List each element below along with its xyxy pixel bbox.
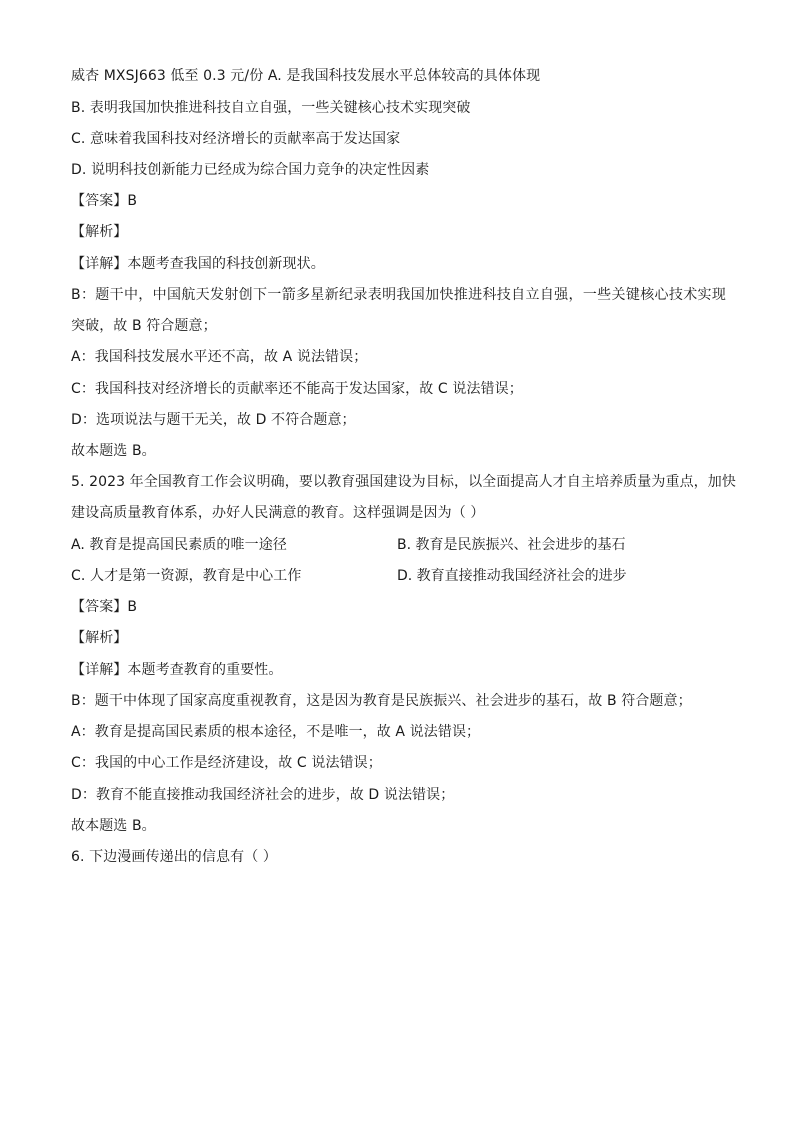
q5-option-c: C. 人才是第一资源，教育是中心工作 [71, 568, 302, 584]
q5-analysis-heading: 【解析】 [71, 630, 128, 646]
q4-analysis-heading: 【解析】 [71, 224, 128, 240]
q4-conclusion: 故本题选 B。 [71, 443, 156, 459]
q5-explain-d: D：教育不能直接推动我国经济社会的进步，故 D 说法错误； [71, 787, 455, 803]
q5-answer: 【答案】B [71, 599, 138, 615]
q5-stem-line1: 5. 2023 年全国教育工作会议明确，要以教育强国建设为目标，以全面提高人才自主培养质量为重点，加快 [71, 474, 736, 490]
q4-answer: 【答案】B [71, 193, 138, 209]
q5-option-b: B. 教育是民族振兴、社会进步的基石 [397, 537, 626, 553]
q4-explain-b-line2: 突破，故 B 符合题意； [71, 318, 217, 334]
q5-explain-b: B：题干中体现了国家高度重视教育，这是因为教育是民族振兴、社会进步的基石，故 B 符合题意； [71, 693, 692, 709]
q5-conclusion: 故本题选 B。 [71, 818, 156, 834]
q4-option-c: C. 意味着我国科技对经济增长的贡献率高于发达国家 [71, 131, 401, 147]
q4-option-b: B. 表明我国加快推进科技自立自强，一些关键核心技术实现突破 [71, 100, 471, 116]
q4-explain-d: D：选项说法与题干无关，故 D 不符合题意； [71, 412, 356, 428]
q4-option-d: D. 说明科技创新能力已经成为综合国力竞争的决定性因素 [71, 162, 430, 178]
q5-option-d: D. 教育直接推动我国经济社会的进步 [397, 568, 627, 584]
q4-detail: 【详解】本题考查我国的科技创新现状。 [71, 256, 325, 272]
q4-explain-c: C：我国科技对经济增长的贡献率还不能高于发达国家，故 C 说法错误； [71, 381, 523, 397]
q4-explain-a: A：我国科技发展水平还不高，故 A 说法错误； [71, 349, 368, 365]
q5-explain-a: A：教育是提高国民素质的根本途径，不是唯一，故 A 说法错误； [71, 724, 481, 740]
q4-explain-b-line1: B：题干中，中国航天发射创下一箭多星新纪录表明我国加快推进科技自立自强，一些关键核心技术实现 [71, 287, 726, 303]
q5-detail: 【详解】本题考查教育的重要性。 [71, 662, 283, 678]
q4-option-a-line: 威杏 MXSJ663 低至 0.3 元/份 A. 是我国科技发展水平总体较高的具体体现 [71, 68, 541, 84]
q5-option-a: A. 教育是提高国民素质的唯一途径 [71, 537, 287, 553]
q5-explain-c: C：我国的中心工作是经济建设，故 C 说法错误； [71, 755, 382, 771]
q6-stem: 6. 下边漫画传递出的信息有（ ） [71, 849, 277, 865]
q5-stem-line2: 建设高质量教育体系，办好人民满意的教育。这样强调是因为（ ） [71, 505, 485, 521]
